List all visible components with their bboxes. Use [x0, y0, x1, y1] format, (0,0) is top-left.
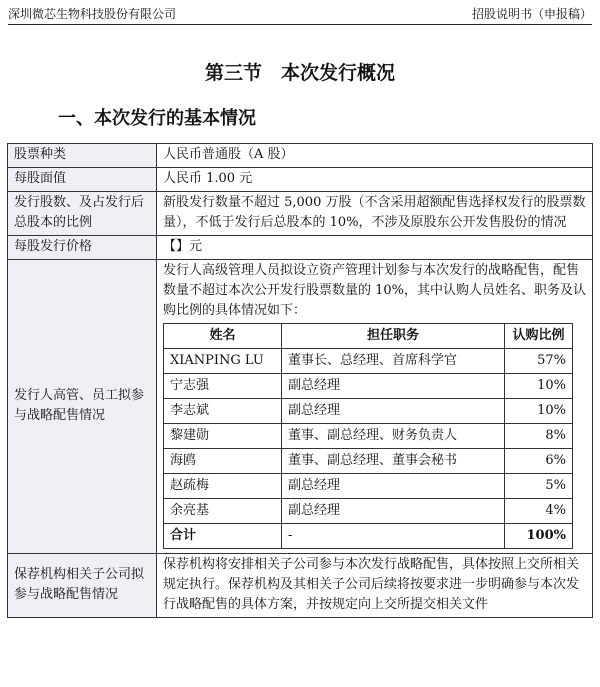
- person-ratio: 4%: [505, 499, 573, 524]
- row-value: 【】元: [157, 236, 593, 260]
- row-label: 每股发行价格: [8, 236, 157, 260]
- person-role: 董事、副总经理、董事会秘书: [282, 449, 505, 474]
- row-value: 人民币 1.00 元: [157, 168, 593, 192]
- person-ratio: 8%: [505, 424, 573, 449]
- person-role: 副总经理: [282, 399, 505, 424]
- page-header: [8, 4, 592, 25]
- person-role: 副总经理: [282, 474, 505, 499]
- row-label: 发行人高管、员工拟参与战略配售情况: [8, 260, 157, 554]
- placement-intro: 发行人高级管理人员拟设立资产管理计划参与本次发行的战略配售，配售数量不超过本次公开发行股票数量的 10%，其中认购人员姓名、职务及认购比例的具体情况如下：: [163, 263, 587, 318]
- issuance-info-table: [7, 143, 593, 618]
- person-name: 海鸥: [164, 449, 282, 474]
- table-row: [8, 192, 593, 236]
- person-role: 董事、副总经理、财务负责人: [282, 424, 505, 449]
- table-row: [8, 168, 593, 192]
- column-header-role: 担任职务: [282, 324, 505, 349]
- table-row: [164, 474, 573, 499]
- person-role: 副总经理: [282, 499, 505, 524]
- person-name: XIANPING LU: [164, 349, 282, 374]
- person-name: 赵疏梅: [164, 474, 282, 499]
- table-row: [164, 499, 573, 524]
- table-row: [8, 236, 593, 260]
- person-role: 副总经理: [282, 374, 505, 399]
- person-ratio: 57%: [505, 349, 573, 374]
- table-row: [8, 260, 593, 554]
- table-row: [164, 349, 573, 374]
- row-value: 人民币普通股（A 股）: [157, 144, 593, 168]
- column-header-name: 姓名: [164, 324, 282, 349]
- table-row: [164, 449, 573, 474]
- row-value: 保荐机构将安排相关子公司参与本次发行战略配售，具体按照上交所相关规定执行。保荐机构及其相关子公司后续将按要求进一步明确参与本次发行战略配售的具体方案，并按规定向上交所提交相关文件: [157, 554, 593, 618]
- section-title: 第三节 本次发行概况: [204, 62, 395, 84]
- person-role: 董事长、总经理、首席科学官: [282, 349, 505, 374]
- total-label: 合计: [164, 524, 282, 549]
- total-ratio: 100%: [505, 524, 573, 549]
- row-label: 保荐机构相关子公司拟参与战略配售情况: [8, 554, 157, 618]
- placement-cell: [157, 260, 593, 554]
- placement-table: [163, 323, 573, 549]
- person-name: 宁志强: [164, 374, 282, 399]
- person-ratio: 10%: [505, 399, 573, 424]
- table-row: [164, 374, 573, 399]
- placement-header-row: [164, 324, 573, 349]
- person-ratio: 6%: [505, 449, 573, 474]
- row-label: 股票种类: [8, 144, 157, 168]
- table-row: [164, 399, 573, 424]
- person-name: 余亮基: [164, 499, 282, 524]
- sub-title: 一、本次发行的基本情况: [58, 108, 256, 129]
- table-row: [8, 144, 593, 168]
- row-label: 发行股数、及占发行后总股本的比例: [8, 192, 157, 236]
- document-type: 招股说明书（申报稿）: [471, 7, 592, 21]
- person-name: 李志斌: [164, 399, 282, 424]
- person-ratio: 10%: [505, 374, 573, 399]
- row-label: 每股面值: [8, 168, 157, 192]
- total-role: -: [282, 524, 505, 549]
- person-name: 黎建勋: [164, 424, 282, 449]
- column-header-ratio: 认购比例: [505, 324, 573, 349]
- total-row: [164, 524, 573, 549]
- row-value: 新股发行数量不超过 5,000 万股（不含采用超额配售选择权发行的股票数量），不低于发行后总股本的 10%，不涉及原股东公开发售股份的情况: [157, 192, 593, 236]
- table-row: [8, 554, 593, 618]
- person-ratio: 5%: [505, 474, 573, 499]
- company-name: 深圳微芯生物科技股份有限公司: [8, 7, 177, 21]
- table-row: [164, 424, 573, 449]
